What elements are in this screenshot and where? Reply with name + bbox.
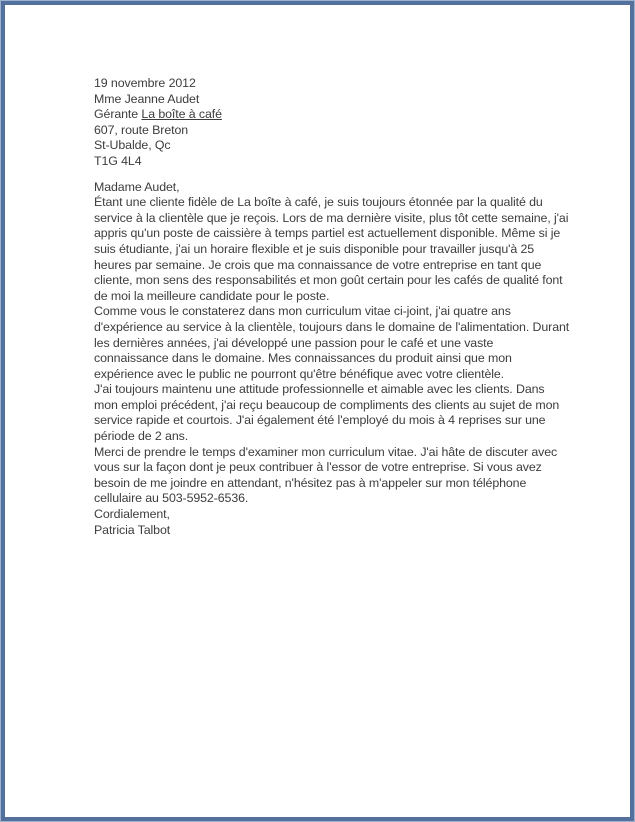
address-street: 607, route Breton (94, 122, 189, 137)
company-name: La boîte à café (141, 107, 222, 122)
letter-date: 19 novembre 2012 (94, 76, 196, 90)
letter-page (1, 1, 634, 821)
recipient-title: Gérante (94, 107, 139, 122)
body-paragraph-3: J'ai toujours maintenu une attitude professionnelle et aimable avec les clients. Dans mon emploi précédent, j'ai reçu beaucoup de compliments des clients au sujet de mon service rapide et courtois. J'ai également été l'employé du mois à 4 reprises sur une période de 2 ans. (94, 382, 560, 444)
closing: Cordialement, (94, 507, 170, 522)
recipient-address-block (94, 107, 570, 169)
body-paragraph-4: Merci de prendre le temps d'examiner mon curriculum vitae. J'ai hâte de discuter avec vous sur la façon dont je peux contribuer à l'essor de votre entreprise. Si vous avez besoin de me joindre en attendant, n'hésitez pas à m'appeler sur mon téléphone cellulaire au 503-5952-6536. (94, 444, 558, 506)
letter-content (5, 5, 630, 538)
address-city: St-Ubalde, Qc (94, 138, 171, 153)
body-paragraph-1: Étant une cliente fidèle de La boîte à café, je suis toujours étonnée par la qualité du service à la clientèle que je reçois. Lors de ma dernière visite, plus tôt cette semaine, j'ai appris qu'un poste de caissière à temps partiel est actuellement disponible. Même si je suis étudiante, j'ai un horaire flexible et je suis disponible pour travailler jusqu'à 25 heures par semaine. Je crois que ma connaissance de votre entreprise en tant que cliente, mon sens des responsabilités et mon goût certain pour les cafés de qualité font de moi la meilleure candidate pour le poste. (94, 195, 569, 303)
address-postal-code: T1G 4L4 (94, 153, 142, 168)
salutation: Madame Audet, (94, 179, 180, 194)
recipient-name: Mme Jeanne Audet (94, 91, 200, 106)
recipient-title-line (94, 107, 570, 123)
body-paragraph-2: Comme vous le constaterez dans mon curriculum vitae ci-joint, j'ai quatre ans d'expérience au service à la clientèle, toujours dans le domaine de l'alimentation. Durant les dernières années, j'ai développé une passion pour le café et une vaste connaissance dans le domaine. Mes connaissances du produit ainsi que mon expérience avec le public ne pourront qu'être bénéfique avec votre clientèle. (94, 304, 570, 381)
signature-name: Patricia Talbot (94, 522, 171, 537)
